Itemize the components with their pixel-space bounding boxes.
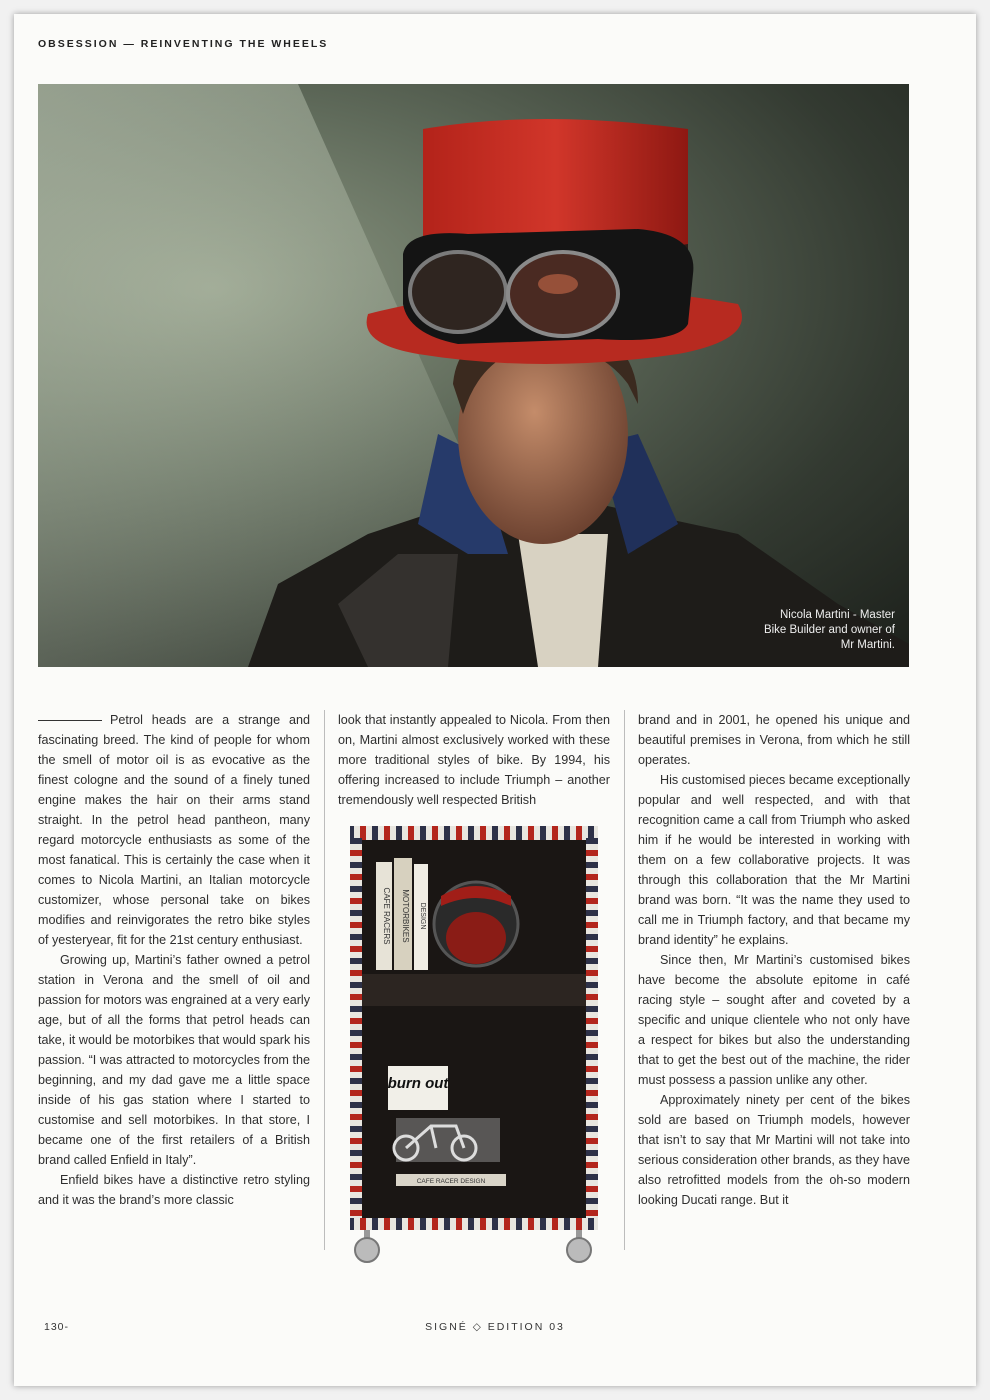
- section-label: OBSESSION: [38, 38, 119, 50]
- hero-photo: [38, 84, 909, 667]
- article-column-1: [38, 710, 310, 1210]
- magazine-logo: burn out: [387, 1075, 449, 1092]
- article-column-3: [638, 710, 910, 1210]
- paragraph: look that instantly appealed to Nicola. From then on, Martini almost exclusively worked with these more traditional styles of bike. By 1994, his offering increased to include Triumph – another tremendously well respected British: [338, 713, 610, 807]
- paragraph: [38, 710, 310, 950]
- column-divider: [624, 710, 625, 1250]
- cabinet-shelf: [362, 974, 586, 1006]
- article-column-2: [338, 710, 610, 810]
- header-separator: —: [123, 38, 136, 50]
- lead-rule: [38, 720, 102, 721]
- goggle-left-lens: [410, 252, 506, 332]
- goggle-right-lens: [508, 252, 618, 336]
- article-title: REINVENTING THE WHEELS: [140, 38, 329, 50]
- plaque-text: CAFE RACER DESIGN: [416, 1178, 486, 1185]
- publication-footer: SIGNÉ ◇ EDITION 03: [425, 1321, 565, 1333]
- paragraph: Since then, Mr Martini’s customised bikes have become the absolute epitome in café racing style – sought after and coveted by a specific and unique clientele who not only have a respect for bikes but also the understanding that to get the best out of the machine, the rider must possess a passion unlike any other.: [638, 953, 910, 1087]
- cabinet-base: [350, 1218, 598, 1230]
- cabinet-side-left: [350, 838, 362, 1218]
- castor-left: [355, 1230, 379, 1262]
- paragraph-text: Petrol heads are a strange and fascinating breed. The kind of people for whom the smell of motor oil is as evocative as the finest cologne and the sound of a finely tuned engine makes the hair on their arms stand straight. In the petrol head pantheon, many regard motorcycle enthusiasts as some of the most fanatical. This is certainly the case when it comes to Nicola Martini, an Italian motorcycle customizer, whose personal take on bikes modifies and reinvigorates the retro bike styles of yesteryear, fit for the 21st century enthusiast.: [38, 713, 310, 947]
- book-title: DESIGN: [419, 902, 426, 930]
- cabinet-photo: [336, 826, 612, 1266]
- book-title: CAFE RACERS: [382, 887, 391, 945]
- column-divider: [324, 710, 325, 1250]
- section-header: [38, 38, 328, 50]
- paragraph: Enfield bikes have a distinctive retro styling and it was the brand’s more classic: [38, 1173, 310, 1207]
- paragraph: Growing up, Martini’s father owned a petrol station in Verona and the smell of oil and passion for motors was engrained at a very early age, but of all the forms that petrol heads can take, it would be motorbikes that would spark his passion. “I was attracted to motorcycles from the beginning, and my dad gave me a little space inside of his gas station where I started to customise and sell motorbikes. In that store, I became one of the first retailers of a British brand called Enfield in Italy”.: [38, 953, 310, 1167]
- cabinet-side-right: [586, 838, 598, 1218]
- castor-right: [567, 1230, 591, 1262]
- helmet-lining: [446, 912, 506, 964]
- lens-reflection: [538, 274, 578, 294]
- magazine-page: [14, 14, 976, 1386]
- page-number: 130-: [44, 1321, 70, 1333]
- portrait-illustration: [38, 84, 909, 667]
- book-title: MOTORBIKES: [401, 889, 410, 943]
- paragraph: His customised pieces became exceptionally popular and well respected, and with that recognition came a call from Triumph who asked him if he would be interested in working with them on a few collaborative projects. It was through this collaboration that the Mr Martini brand was born. “It was the name they used to call me in Triumph factory, and that became my brand identity” he explains.: [638, 773, 910, 947]
- paragraph: brand and in 2001, he opened his unique and beautiful premises in Verona, from which he still operates.: [638, 713, 910, 767]
- paragraph: Approximately ninety per cent of the bikes sold are based on Triumph models, however that isn’t to say that Mr Martini will not take into serious consideration other brands, as they have also retrofitted models from the oh-so modern looking Ducati range. But it: [638, 1093, 910, 1207]
- photo-caption: Nicola Martini - Master Bike Builder and owner of Mr Martini.: [763, 609, 895, 651]
